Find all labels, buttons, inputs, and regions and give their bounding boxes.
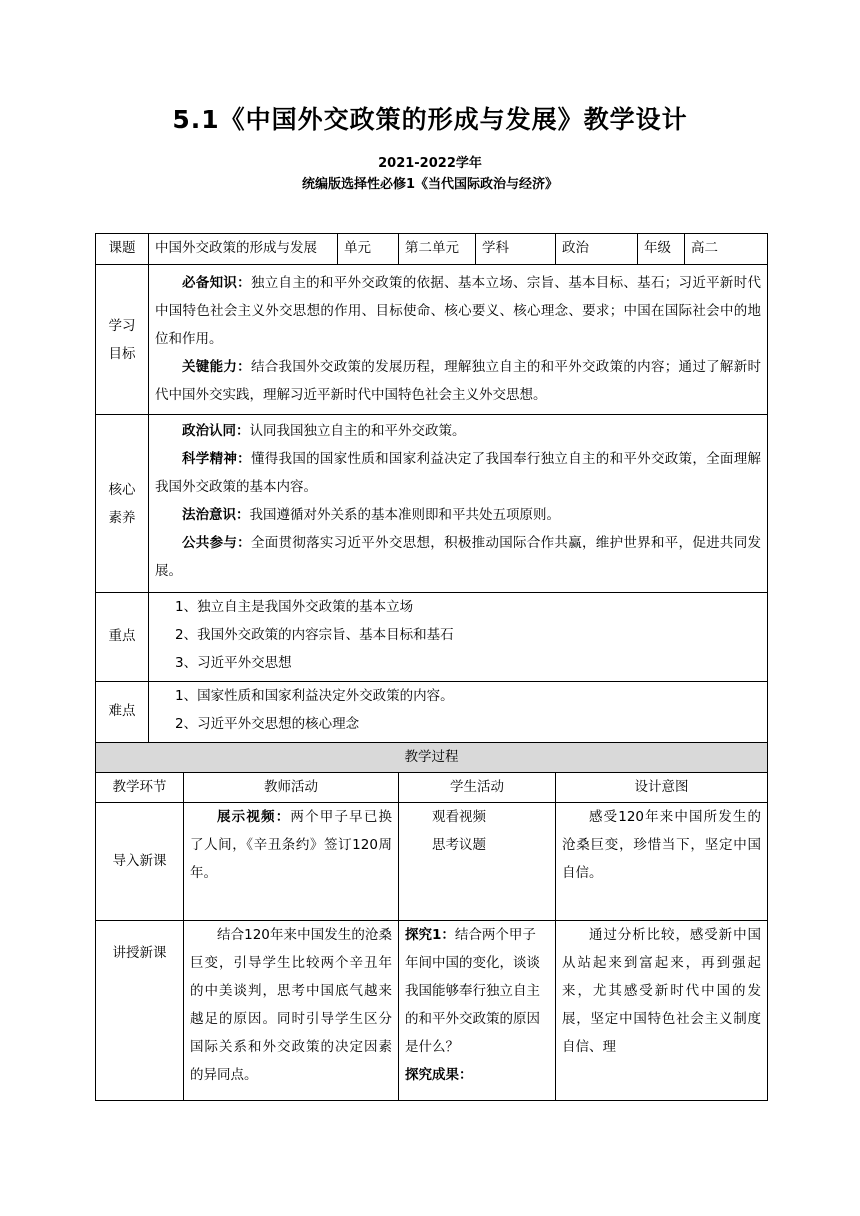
- topic-label: 课题: [96, 234, 149, 265]
- literacy-political: 政治认同：认同我国独立自主的和平外交政策。: [182, 423, 466, 439]
- unit-value: 第二单元: [399, 234, 476, 265]
- key-points-content: [149, 593, 768, 682]
- goal-knowledge: 必备知识：独立自主的和平外交政策的依据、基本立场、宗旨、基本目标、基石；习近平新时代中国特色社会主义外交思想的作用、目标使命、核心要义、核心理念、要求；中国在国际社会中的地位和作用。: [155, 275, 762, 347]
- difficulties-content: [149, 682, 768, 743]
- key-point-item: 1、独立自主是我国外交政策的基本立场: [175, 599, 414, 615]
- process-row-intro: [96, 803, 768, 921]
- key-points-row: [96, 593, 768, 682]
- key-point-item: 2、我国外交政策的内容宗旨、基本目标和基石: [175, 627, 454, 643]
- process-row-teach: [96, 921, 768, 1101]
- grade-label: 年级: [638, 234, 685, 265]
- student-cell: 探究1：结合两个甲子年间中国的变化，谈谈我国能够奉行独立自主的和平外交政策的原因是什么？ 探究成果：: [399, 921, 556, 1101]
- core-literacy-row: [96, 415, 768, 593]
- learning-goals-label: 学习 目标: [96, 265, 149, 415]
- core-literacy-content: [149, 415, 768, 593]
- document-title: 5.1《中国外交政策的形成与发展》教学设计: [172, 105, 688, 134]
- header-row: [96, 234, 768, 265]
- goal-ability: 关键能力：结合我国外交政策的发展历程，理解独立自主的和平外交政策的内容；通过了解新时代中国外交实践，理解习近平新时代中国特色社会主义外交思想。: [155, 359, 762, 403]
- unit-label: 单元: [338, 234, 399, 265]
- subject-label: 学科: [476, 234, 556, 265]
- school-year: 2021-2022学年: [378, 156, 482, 171]
- literacy-public: 公共参与：全面贯彻落实习近平外交思想，积极推动国际合作共赢，维护世界和平，促进共同发展。: [155, 535, 762, 579]
- difficulties-label: 难点: [96, 682, 149, 743]
- learning-goals-content: [149, 265, 768, 415]
- subject-value: 政治: [556, 234, 638, 265]
- process-heading: 教学过程: [96, 743, 768, 773]
- topic-value: 中国外交政策的形成与发展: [149, 234, 338, 265]
- difficulty-item: 2、习近平外交思想的核心理念: [175, 716, 360, 732]
- key-point-item: 3、习近平外交思想: [175, 655, 292, 671]
- intent-cell: 感受120年来中国所发生的沧桑巨变，珍惜当下，坚定中国自信。: [556, 803, 768, 921]
- learning-goals-row: [96, 265, 768, 415]
- literacy-science: 科学精神：懂得我国的国家性质和国家利益决定了我国奉行独立自主的和平外交政策，全面理解我国外交政策的基本内容。: [155, 451, 762, 495]
- lesson-plan-table: [95, 233, 768, 1101]
- stage-cell: 导入新课: [96, 803, 184, 921]
- student-cell: 观看视频 思考议题: [399, 803, 556, 921]
- col-student: 学生活动: [399, 773, 556, 803]
- stage-cell: 讲授新课: [96, 921, 184, 1101]
- grade-value: 高二: [685, 234, 768, 265]
- process-columns-row: [96, 773, 768, 803]
- difficulty-item: 1、国家性质和国家利益决定外交政策的内容。: [175, 688, 454, 704]
- col-stage: 教学环节: [96, 773, 184, 803]
- teacher-cell: 结合120年来中国发生的沧桑巨变，引导学生比较两个辛丑年的中美谈判，思考中国底气越来越足的原因。同时引导学生区分国际关系和外交政策的决定因素的异同点。: [184, 921, 399, 1101]
- core-literacy-label: 核心 素养: [96, 415, 149, 593]
- difficulties-row: [96, 682, 768, 743]
- textbook-edition: 统编版选择性必修1《当代国际政治与经济》: [301, 177, 559, 192]
- col-intent: 设计意图: [556, 773, 768, 803]
- key-points-label: 重点: [96, 593, 149, 682]
- col-teacher: 教师活动: [184, 773, 399, 803]
- process-heading-row: [96, 743, 768, 773]
- teacher-cell: 展示视频：两个甲子早已换了人间，《辛丑条约》签订120周年。: [184, 803, 399, 921]
- literacy-law: 法治意识：我国遵循对外关系的基本准则即和平共处五项原则。: [182, 507, 560, 523]
- intent-cell: 通过分析比较，感受新中国从站起来到富起来，再到强起来，尤其感受新时代中国的发展，坚定中国特色社会主义制度自信、理: [556, 921, 768, 1101]
